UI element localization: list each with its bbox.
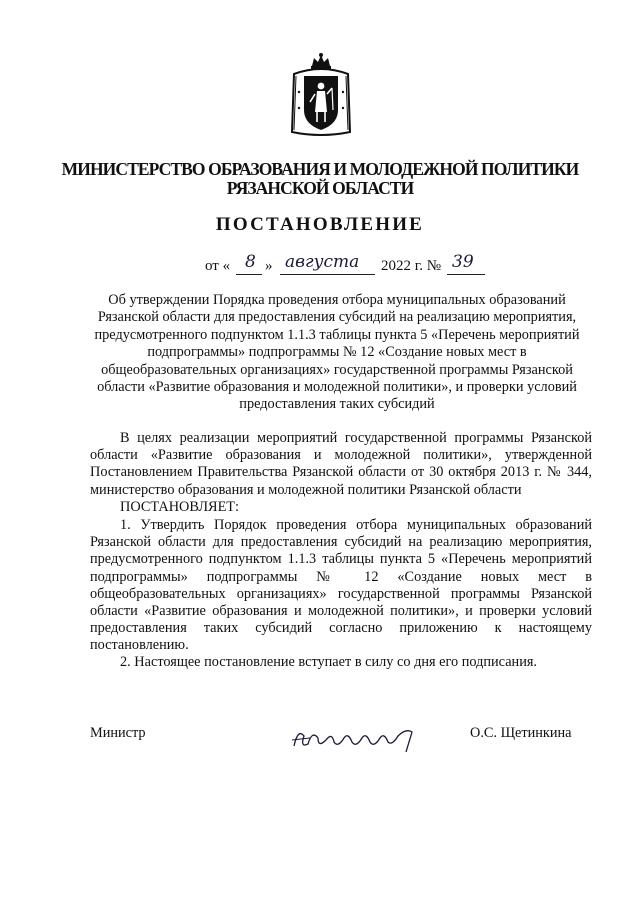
handwritten-month: августа xyxy=(285,252,360,272)
handwritten-day: 8 xyxy=(245,252,256,272)
ryazan-coat-of-arms-icon xyxy=(290,52,352,138)
handwritten-number: 39 xyxy=(452,252,474,272)
document-subject: Об утверждении Порядка проведения отбора муниципальных образований Рязанской области для предоставления субсидий на реализацию мероприятия, предусмотренного подпунктом 1.1.3 таблицы пункта 5 «Перечень мероприятий подпрограммы» подпрограммы № 12 «Создание новых мест в общеобразовательных организациях» государственной программы Рязанской области «Развитие образования и молодежной политики», и проверки условий предоставления таких субсидий xyxy=(94,292,580,413)
item-2-paragraph: 2. Настоящее постановление вступает в силу со дня его подписания. xyxy=(120,654,537,670)
date-year: 2022 г. № xyxy=(381,258,442,274)
item-1-paragraph: 1. Утвердить Порядок проведения отбора муниципальных образований Рязанской области для предоставления субсидий на реализацию мероприятия, предусмотренного подпунктом 1.1.3 таблицы пункта 5 «Перечень мероприятий подпрограммы» подпрограммы № 12 «Создание новых мест в общеобразовательных организациях» государственной программы Рязанской области «Развитие образования и молодежной политики», и проверки условий предоставления таких субсидий согласно приложению к настоящему постановлению. xyxy=(90,517,592,654)
intro-paragraph xyxy=(90,430,592,516)
number-underline xyxy=(447,274,485,275)
signatory-name: О.С. Щетинкина xyxy=(470,725,572,741)
month-underline xyxy=(280,274,375,275)
decree-word: ПОСТАНОВЛЯЕТ: xyxy=(120,498,240,515)
ministry-name-line2: РЯЗАНСКОЙ ОБЛАСТИ xyxy=(226,178,414,198)
handwritten-signature xyxy=(288,718,438,758)
ministry-name-line1: МИНИСТЕРСТВО ОБРАЗОВАНИЯ И МОЛОДЕЖНОЙ ПОЛИТИКИ xyxy=(61,159,579,179)
signatory-title: Министр xyxy=(90,725,146,741)
date-prefix: от « xyxy=(205,258,231,274)
day-underline xyxy=(236,274,262,275)
date-number-line xyxy=(205,252,505,278)
document-type-title: ПОСТАНОВЛЕНИЕ xyxy=(215,214,425,235)
intro-text: В целях реализации мероприятий государственной программы Рязанской области «Развитие образования и молодежной политики», утвержденной Постановлением Правительства Рязанской области от 30 октября 2013 г. № 344, министерство образования и молодежной политики Рязанской области xyxy=(90,430,592,498)
date-mid: » xyxy=(265,258,273,274)
